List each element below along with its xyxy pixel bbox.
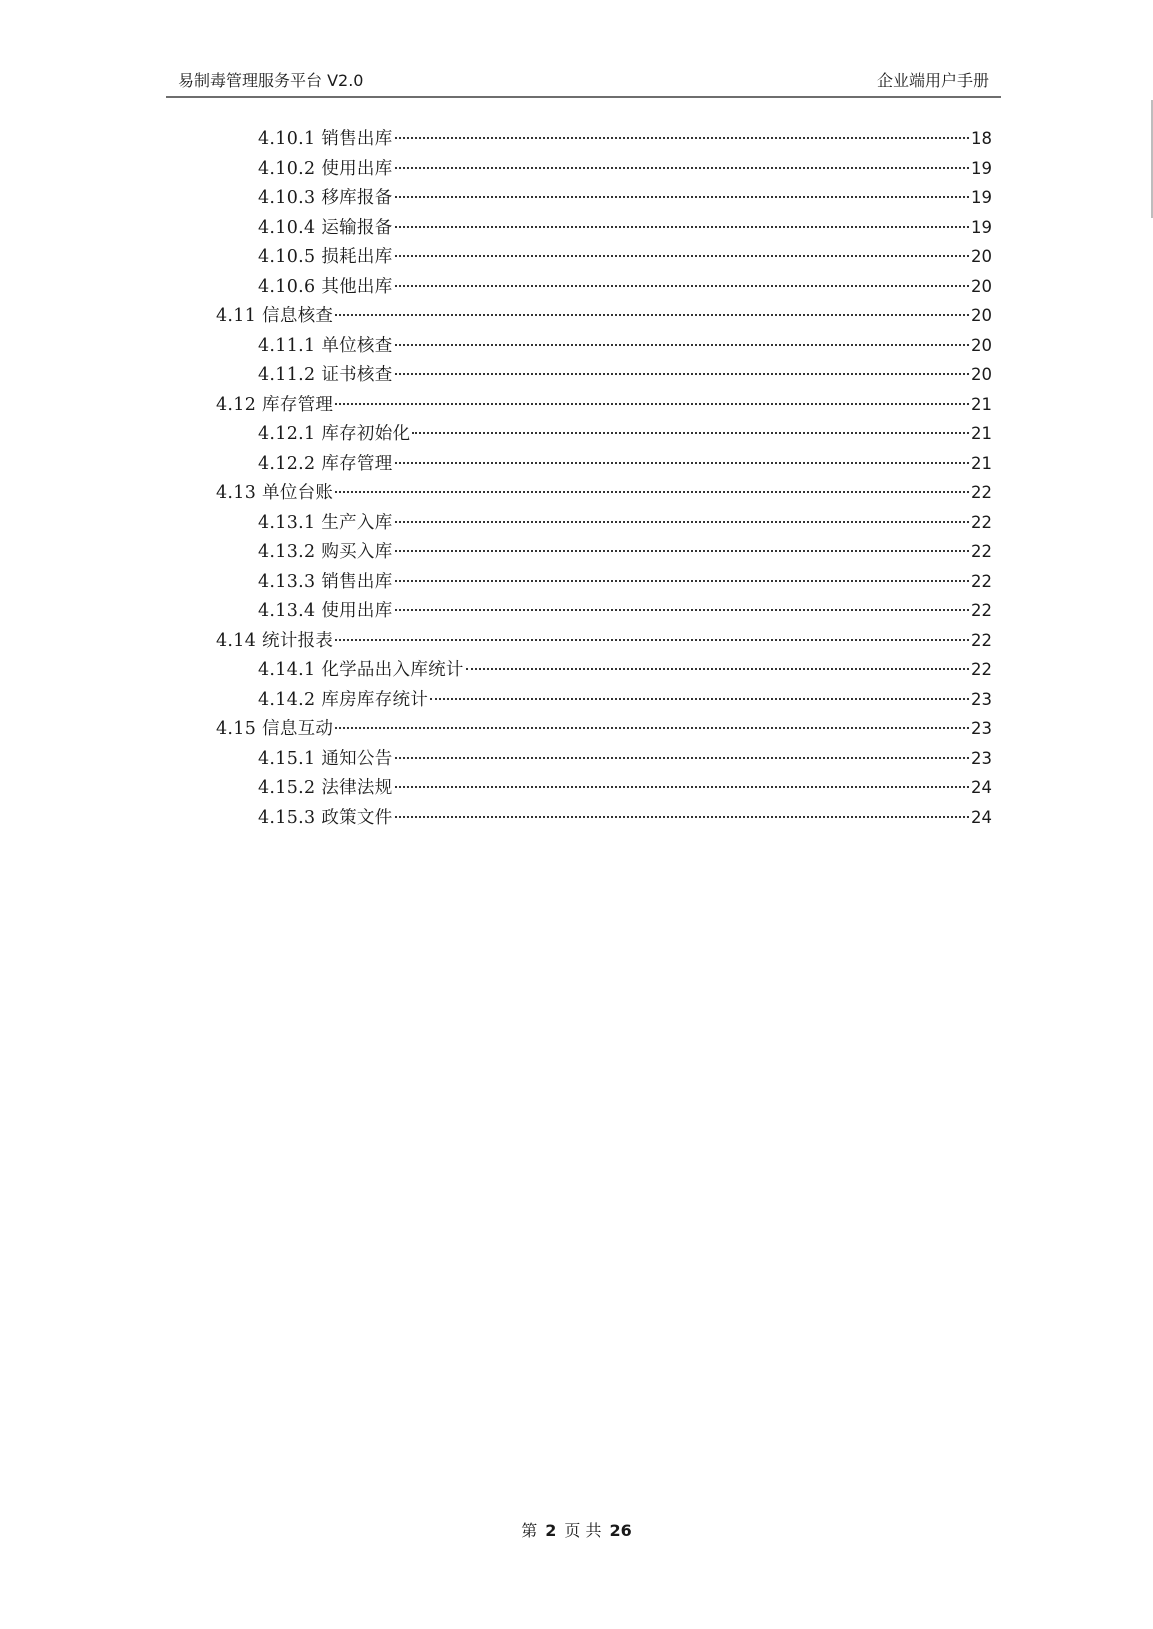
toc-entry-title: 4.10.5 损耗出库 — [258, 247, 393, 267]
toc-dot-leader — [395, 373, 969, 375]
toc-dot-leader — [395, 786, 969, 788]
toc-entry-page-number: 20 — [971, 306, 992, 325]
toc-entry-page-number: 22 — [971, 542, 992, 561]
toc-entry[interactable] — [258, 124, 992, 154]
toc-entry-page-number: 23 — [971, 719, 992, 738]
toc-entry-page-number: 19 — [971, 188, 992, 207]
toc-entry[interactable] — [258, 744, 992, 774]
toc-entry-page-number: 18 — [971, 129, 992, 148]
toc-dot-leader — [395, 196, 969, 198]
toc-entry-title: 4.11.1 单位核查 — [258, 335, 393, 356]
toc-dot-leader — [466, 668, 969, 670]
toc-dot-leader — [335, 639, 969, 641]
toc-entry[interactable] — [258, 360, 992, 390]
toc-entry[interactable] — [258, 449, 992, 479]
toc-entry[interactable] — [258, 183, 992, 213]
toc-entry-title: 4.12 库存管理 — [216, 394, 334, 415]
toc-entry[interactable] — [216, 390, 992, 420]
toc-dot-leader — [395, 226, 969, 228]
toc-entry-title: 4.12.2 库存管理 — [258, 453, 393, 474]
toc-dot-leader — [395, 285, 969, 287]
toc-entry-title: 4.13.4 使用出库 — [258, 601, 393, 621]
toc-entry-page-number: 22 — [971, 630, 992, 650]
toc-entry-title: 4.14 统计报表 — [216, 630, 334, 651]
toc-entry[interactable] — [258, 508, 992, 538]
toc-entry-page-number: 23 — [971, 748, 992, 768]
footer-current-page: 2 — [545, 1521, 557, 1540]
toc-entry[interactable] — [258, 154, 992, 184]
toc-dot-leader — [395, 550, 969, 552]
toc-entry-page-number: 20 — [971, 276, 992, 296]
toc-entry-page-number: 22 — [971, 512, 992, 532]
toc-entry-title: 4.10.3 移库报备 — [258, 188, 393, 208]
toc-entry[interactable] — [258, 685, 992, 715]
toc-entry-title: 4.15.1 通知公告 — [258, 748, 393, 769]
toc-entry-page-number: 23 — [971, 689, 992, 709]
toc-dot-leader — [335, 314, 969, 316]
toc-dot-leader — [395, 609, 969, 611]
toc-entry[interactable] — [258, 331, 992, 361]
toc-entry-page-number: 20 — [971, 365, 992, 384]
toc-dot-leader — [395, 344, 969, 346]
toc-entry-page-number: 24 — [971, 778, 992, 797]
page-header — [166, 64, 1001, 98]
toc-entry[interactable] — [258, 596, 992, 626]
footer-middle: 页 共 — [564, 1521, 602, 1540]
toc-entry[interactable] — [258, 242, 992, 272]
toc-dot-leader — [395, 521, 969, 523]
toc-entry[interactable] — [258, 803, 992, 833]
toc-entry-title: 4.15.2 法律法规 — [258, 778, 393, 798]
toc-entry-title: 4.14.2 库房库存统计 — [258, 689, 429, 710]
header-product-title: 易制毒管理服务平台 V2.0 — [178, 71, 364, 90]
footer-prefix: 第 — [521, 1521, 538, 1540]
toc-entry-title: 4.10.1 销售出库 — [258, 129, 393, 149]
toc-entry[interactable] — [216, 714, 992, 744]
toc-dot-leader — [395, 816, 969, 818]
toc-entry-title: 4.13 单位台账 — [216, 483, 334, 503]
toc-entry-title: 4.12.1 库存初始化 — [258, 424, 411, 444]
toc-entry-page-number: 24 — [971, 807, 992, 827]
toc-entry-page-number: 21 — [971, 394, 992, 414]
toc-entry-page-number: 22 — [971, 483, 992, 502]
toc-entry[interactable] — [258, 567, 992, 597]
toc-entry-title: 4.15.3 政策文件 — [258, 807, 393, 828]
toc-entry-title: 4.10.4 运输报备 — [258, 217, 393, 238]
toc-dot-leader — [335, 491, 969, 493]
toc-entry-title: 4.14.1 化学品出入库统计 — [258, 660, 464, 680]
toc-entry-page-number: 20 — [971, 335, 992, 355]
toc-entry-title: 4.10.2 使用出库 — [258, 158, 393, 179]
toc-entry-page-number: 22 — [971, 601, 992, 620]
toc-entry[interactable] — [216, 626, 992, 656]
toc-dot-leader — [335, 403, 969, 405]
toc-entry[interactable] — [258, 272, 992, 302]
toc-entry[interactable] — [258, 419, 992, 449]
toc-entry[interactable] — [216, 478, 992, 508]
page-footer — [0, 1518, 1153, 1541]
toc-entry-title: 4.15 信息互动 — [216, 719, 334, 739]
toc-dot-leader — [395, 167, 969, 169]
toc-entry[interactable] — [258, 537, 992, 567]
toc-entry-title: 4.13.3 销售出库 — [258, 571, 393, 592]
toc-entry-title: 4.13.2 购买入库 — [258, 542, 393, 562]
toc-entry-page-number: 21 — [971, 453, 992, 473]
toc-dot-leader — [395, 580, 969, 582]
toc-dot-leader — [412, 432, 969, 434]
toc-entry-title: 4.11 信息核查 — [216, 306, 334, 326]
footer-total-pages: 26 — [609, 1521, 632, 1540]
toc-dot-leader — [430, 698, 969, 700]
toc-entry-title: 4.10.6 其他出库 — [258, 276, 393, 297]
toc-entry-page-number: 22 — [971, 660, 992, 679]
toc-entry-page-number: 19 — [971, 158, 992, 178]
header-manual-title: 企业端用户手册 — [876, 71, 989, 90]
toc-entry-page-number: 19 — [971, 217, 992, 237]
toc-entry-title: 4.11.2 证书核查 — [258, 365, 393, 385]
toc-dot-leader — [395, 462, 969, 464]
toc-entry[interactable] — [258, 213, 992, 243]
toc-dot-leader — [335, 727, 969, 729]
toc-dot-leader — [395, 137, 969, 139]
toc-dot-leader — [395, 255, 969, 257]
toc-entry-page-number: 20 — [971, 247, 992, 266]
toc-entry-page-number: 21 — [971, 424, 992, 443]
toc-entry[interactable] — [216, 301, 992, 331]
toc-dot-leader — [395, 757, 969, 759]
toc-entry-title: 4.13.1 生产入库 — [258, 512, 393, 533]
toc-entry[interactable] — [258, 773, 992, 803]
toc-entry-page-number: 22 — [971, 571, 992, 591]
toc-entry[interactable] — [258, 655, 992, 685]
